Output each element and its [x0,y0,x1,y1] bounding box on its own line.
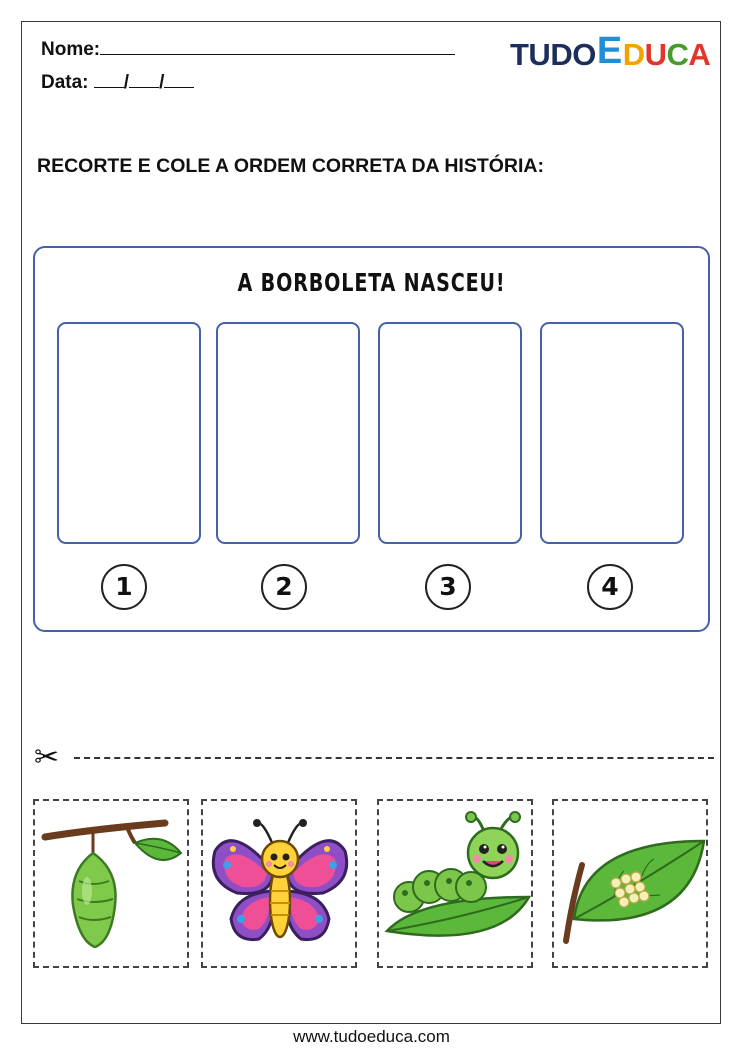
cut-card-caterpillar[interactable] [377,799,533,968]
number-circle-3: 3 [425,564,471,610]
panel-title: A BORBOLETA NASCEU! [237,268,506,297]
cut-card-eggs[interactable] [552,799,708,968]
date-separator: / [123,72,130,93]
paste-slot-4[interactable] [540,322,684,544]
date-field[interactable] [41,71,194,94]
date-year-blank[interactable] [164,71,194,88]
caterpillar-picture [379,801,539,966]
footer-url: www.tudoeduca.com [293,1027,450,1046]
number-circle-1: 1 [101,564,147,610]
dashed-line [74,757,714,759]
paste-slot-1[interactable] [57,322,201,544]
cut-card-chrysalis[interactable] [33,799,189,968]
date-label: Data: [41,72,89,93]
number-circle-2: 2 [261,564,307,610]
scissors-icon: ✂ [34,740,60,775]
cut-line [34,740,714,775]
date-month-blank[interactable] [129,71,159,88]
name-field[interactable] [41,36,455,61]
butterfly-picture [203,801,363,966]
date-day-blank[interactable] [94,71,124,88]
date-separator: / [159,72,165,93]
name-label: Nome: [41,39,101,60]
number-circle-4: 4 [587,564,633,610]
chrysalis-picture [35,801,187,966]
name-line[interactable] [100,36,455,55]
tudoeduca-logo: TUDO E D U C A [510,30,711,72]
story-panel [33,246,710,632]
instruction-text: RECORTE E COLE A ORDEM CORRETA DA HISTÓRIA: [37,155,544,177]
logo-book-e: E [596,30,622,72]
paste-slot-3[interactable] [378,322,522,544]
eggs-on-leaf-picture [554,801,714,966]
paste-slot-2[interactable] [216,322,360,544]
cut-card-butterfly[interactable] [201,799,357,968]
